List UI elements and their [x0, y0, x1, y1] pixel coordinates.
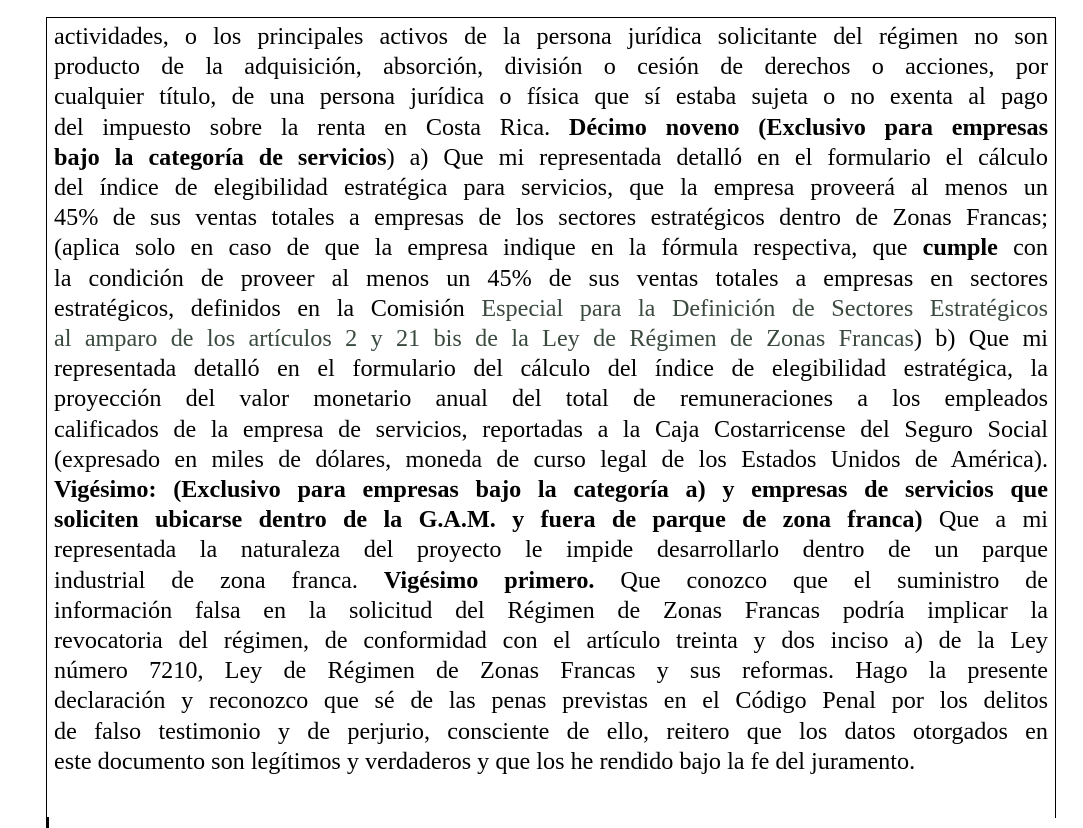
text-line [54, 173, 1048, 203]
text-segment: ) b) Que mi [913, 325, 1049, 353]
text-segment: este documento son legítimos y verdaderos y que los he rendido bajo la fe del juramento. [54, 747, 916, 775]
text-segment: Especial para la Definición de Sectores Estratégicos [481, 294, 1049, 322]
text-segment: información falsa en la solicitud del Régimen de Zonas Francas podría implicar la [54, 596, 1048, 624]
text-segment: representada detalló en el formulario del cálculo del índice de elegibilidad estratégica, la [54, 355, 1048, 383]
text-segment: (aplica solo en caso de que la empresa indique en la fórmula respectiva, que [54, 234, 923, 262]
text-line [54, 143, 1048, 173]
text-segment: cualquier título, de una persona jurídica o física que sí estaba sujeta o no exenta al pago [54, 83, 1048, 111]
bold-text-segment: cumple [922, 234, 998, 262]
text-line [54, 354, 1048, 384]
text-line [54, 415, 1048, 445]
text-segment: representada la naturaleza del proyecto le impide desarrollarlo dentro de un parque [54, 536, 1048, 564]
text-line [54, 656, 1048, 686]
text-line [54, 747, 1048, 777]
text-segment: Que conozco que el suministro de [594, 566, 1049, 594]
text-segment: la condición de proveer al menos un 45% de sus ventas totales a empresas en sectores [54, 264, 1048, 292]
text-line [54, 113, 1048, 143]
text-segment: de falso testimonio y de perjurio, consciente de ello, reitero que los datos otorgados en [54, 717, 1048, 745]
declaration-paragraph [54, 22, 1048, 777]
text-line [54, 52, 1048, 82]
text-line [54, 264, 1048, 294]
bold-text-segment: bajo la categoría de servicios [54, 143, 387, 171]
text-line [54, 505, 1048, 535]
text-segment: ) a) Que mi representada detalló en el formulario el cálculo [386, 143, 1048, 171]
text-segment: del índice de elegibilidad estratégica para servicios, que la empresa proveerá al menos un [54, 174, 1048, 202]
text-segment: revocatoria del régimen, de conformidad con el artículo treinta y dos inciso a) de la Ley [54, 627, 1048, 655]
text-line [54, 203, 1048, 233]
text-segment: Que a mi [922, 506, 1048, 534]
text-segment: proyección del valor monetario anual del total de remuneraciones a los empleados [54, 385, 1048, 413]
text-line [54, 717, 1048, 747]
text-line [54, 445, 1048, 475]
text-line [54, 384, 1048, 414]
text-segment: 45% de sus ventas totales a empresas de los sectores estratégicos dentro de Zonas Francas; [54, 204, 1048, 232]
text-line [54, 324, 1048, 354]
bold-text-segment: Vigésimo primero. [383, 566, 595, 594]
text-line [54, 566, 1048, 596]
bold-text-segment: Décimo noveno (Exclusivo para empresas [568, 113, 1048, 141]
text-segment: estratégicos, definidos en la Comisión [54, 294, 482, 322]
frame-bottom-rule [46, 817, 49, 828]
text-segment: producto de la adquisición, absorción, división o cesión de derechos o acciones, por [54, 53, 1048, 81]
text-line [54, 475, 1048, 505]
bold-text-segment: Vigésimo: (Exclusivo para empresas bajo la categoría a) y empresas de servicios que [54, 476, 1048, 504]
text-line [54, 626, 1048, 656]
text-line [54, 22, 1048, 52]
text-segment: actividades, o los principales activos de la persona jurídica solicitante del régimen no son [54, 23, 1048, 50]
text-segment: (expresado en miles de dólares, moneda de curso legal de los Estados Unidos de América). [54, 445, 1048, 473]
bold-text-segment: soliciten ubicarse dentro de la G.A.M. y fuera de parque de zona franca) [54, 506, 923, 534]
text-line [54, 82, 1048, 112]
text-line [54, 686, 1048, 716]
text-line [54, 294, 1048, 324]
text-segment: con [997, 234, 1048, 262]
text-line [54, 596, 1048, 626]
text-segment: número 7210, Ley de Régimen de Zonas Francas y sus reformas. Hago la presente [54, 657, 1048, 685]
text-line [54, 233, 1048, 263]
text-segment: industrial de zona franca. [54, 566, 384, 594]
text-segment: del impuesto sobre la renta en Costa Rica. [54, 113, 569, 141]
text-segment: calificados de la empresa de servicios, reportadas a la Caja Costarricense del Seguro Social [54, 415, 1048, 443]
text-segment: al amparo de los artículos 2 y 21 bis de la Ley de Régimen de Zonas Francas [54, 325, 914, 353]
text-line [54, 535, 1048, 565]
text-segment: declaración y reconozco que sé de las penas previstas en el Código Penal por los delitos [54, 687, 1048, 715]
document-frame [46, 17, 1056, 818]
